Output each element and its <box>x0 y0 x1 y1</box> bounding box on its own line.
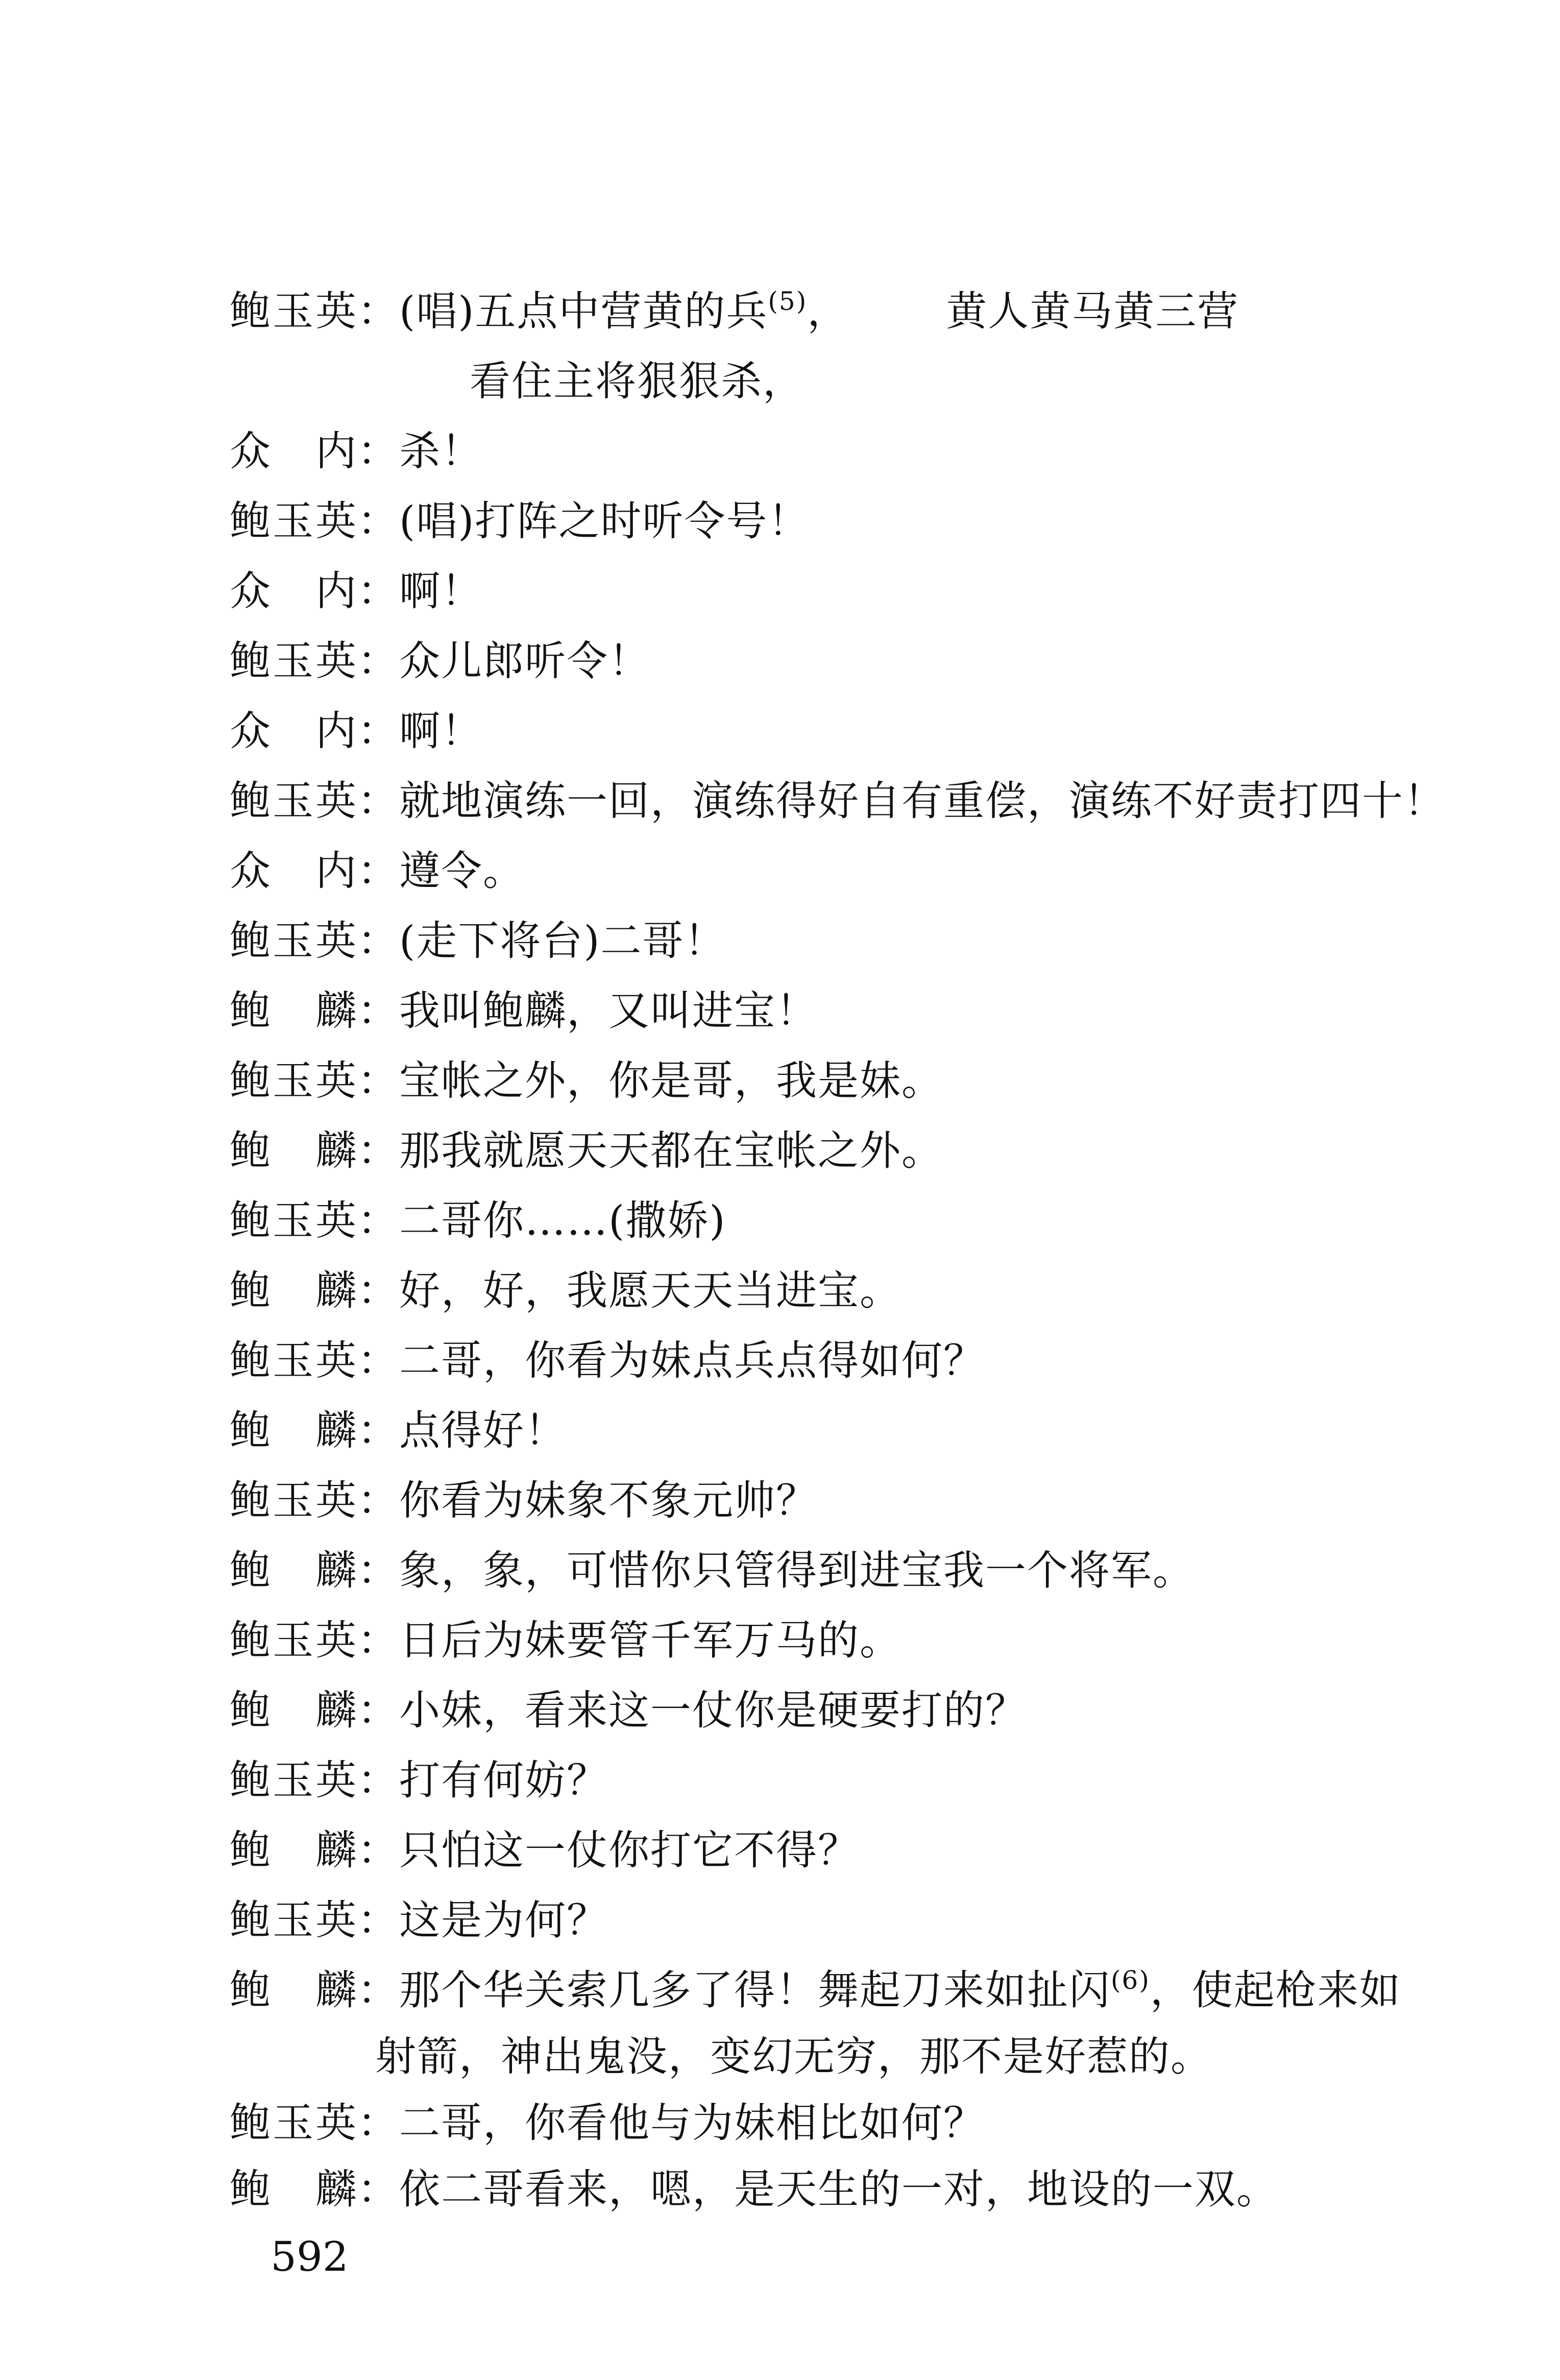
speaker-name: 鲍玉英 <box>230 1057 357 1104</box>
line-text: 日后为妹要管千军万马的。 <box>399 1617 901 1664</box>
line-text: 就地演练一回，演练得好自有重偿，演练不好责打四十！ <box>399 777 1446 825</box>
line-text: 杀！ <box>399 427 483 475</box>
line-text: 打有何妨？ <box>399 1757 608 1804</box>
speaker-name: 鲍玉英 <box>230 1896 357 1944</box>
script-line <box>230 1475 818 1526</box>
script-line <box>230 985 818 1037</box>
speaker-colon: ： <box>357 917 399 965</box>
script-line <box>230 2098 985 2149</box>
speaker-name: 鲍 麟 <box>230 2166 357 2213</box>
script-line <box>230 1545 1195 1596</box>
script-line <box>230 846 525 897</box>
speaker-colon: ： <box>357 1966 399 2014</box>
line-text: (唱)五点中营黄的兵 <box>399 287 768 335</box>
speaker-name: 鲍 麟 <box>230 1547 357 1594</box>
line-text: (唱)打阵之时听令号！ <box>399 497 810 545</box>
line-text: 那个华关索几多了得！舞起刀来如扯闪 <box>399 1966 1111 2014</box>
script-line <box>230 1965 1401 2016</box>
speaker-colon: ： <box>357 1477 399 1524</box>
line-text: 看住主将狠狠杀， <box>470 357 805 405</box>
script-line <box>230 1265 901 1316</box>
speaker-name: 众 内 <box>230 427 357 475</box>
footnote-marker: (6) <box>1111 1965 1150 1995</box>
speaker-colon: ： <box>357 637 399 685</box>
speaker-name: 鲍玉英 <box>230 1477 357 1524</box>
line-text: 点得好！ <box>399 1407 567 1454</box>
script-line <box>230 1755 608 1806</box>
line-text: 小妹，看来这一仗你是硬要打的？ <box>399 1687 1027 1734</box>
speaker-colon: ： <box>357 1757 399 1804</box>
speaker-name: 鲍玉英 <box>230 497 357 545</box>
script-line-continuation <box>375 2031 1212 2082</box>
script-line <box>230 566 483 617</box>
speaker-colon: ： <box>357 427 399 475</box>
line-text: 啊！ <box>399 567 483 615</box>
speaker-name: 鲍玉英 <box>230 287 357 335</box>
speaker-colon: ： <box>357 1896 399 1944</box>
script-line <box>230 636 650 687</box>
script-line-continuation <box>470 356 805 407</box>
line-text: ， <box>807 287 849 335</box>
speaker-colon: ： <box>357 987 399 1035</box>
speaker-colon: ： <box>357 777 399 825</box>
speaker-name: 鲍 麟 <box>230 1127 357 1174</box>
speaker-colon: ： <box>357 1547 399 1594</box>
script-line <box>230 2164 1278 2215</box>
speaker-colon: ： <box>357 1617 399 1664</box>
script-line <box>230 1055 943 1107</box>
speaker-name: 鲍 麟 <box>230 987 357 1035</box>
speaker-name: 鲍 麟 <box>230 1826 357 1874</box>
script-line <box>230 1895 608 1946</box>
line-text: 二哥，你看为妹点兵点得如何？ <box>399 1337 985 1384</box>
speaker-name: 鲍玉英 <box>230 777 357 825</box>
line-text: 遵令。 <box>399 847 525 895</box>
speaker-colon: ： <box>357 1687 399 1734</box>
speaker-name: 众 内 <box>230 707 357 755</box>
script-line <box>230 916 726 967</box>
speaker-name: 鲍 麟 <box>230 1407 357 1454</box>
script-line <box>230 496 810 547</box>
speaker-name: 鲍玉英 <box>230 1337 357 1384</box>
script-line <box>230 426 483 477</box>
line-text: 啊！ <box>399 707 483 755</box>
speaker-name: 鲍玉英 <box>230 917 357 965</box>
line-text: 众儿郎听令！ <box>399 637 650 685</box>
speaker-colon: ： <box>357 567 399 615</box>
script-line <box>230 1825 860 1876</box>
script-line <box>230 706 483 757</box>
speaker-name: 鲍玉英 <box>230 1197 357 1244</box>
speaker-colon: ： <box>357 497 399 545</box>
page-number: 592 <box>271 2233 349 2280</box>
script-line <box>230 1335 985 1386</box>
line-text: 象，象，可惜你只管得到进宝我一个将军。 <box>399 1547 1195 1594</box>
speaker-name: 鲍玉英 <box>230 2099 357 2147</box>
line-text: 二哥，你看他与为妹相比如何？ <box>399 2099 985 2147</box>
speaker-colon: ： <box>357 847 399 895</box>
line-text: ，使起枪来如 <box>1150 1966 1401 2014</box>
speaker-name: 鲍玉英 <box>230 1757 357 1804</box>
script-line <box>230 1125 943 1176</box>
script-line <box>230 1685 1027 1736</box>
speaker-name: 鲍玉英 <box>230 1617 357 1664</box>
speaker-colon: ： <box>357 1127 399 1174</box>
line-text: 二哥你……(撒娇) <box>399 1197 726 1244</box>
speaker-name: 鲍 麟 <box>230 1687 357 1734</box>
speaker-colon: ： <box>357 287 399 335</box>
speaker-name: 众 内 <box>230 847 357 895</box>
line-text: 那我就愿天天都在宝帐之外。 <box>399 1127 943 1174</box>
line-text: 射箭，神出鬼没，变幻无穷，那不是好惹的。 <box>375 2033 1212 2080</box>
footnote-marker: (5) <box>768 286 808 316</box>
line-text: 宝帐之外，你是哥，我是妹。 <box>399 1057 943 1104</box>
line-text: 这是为何？ <box>399 1896 608 1944</box>
line-text: 依二哥看来，嗯，是天生的一对，地设的一双。 <box>399 2166 1278 2213</box>
speaker-colon: ： <box>357 2166 399 2213</box>
script-line <box>230 286 1239 337</box>
speaker-colon: ： <box>357 2099 399 2147</box>
line-text: 我叫鲍麟，又叫进宝！ <box>399 987 818 1035</box>
line-text: 好，好，我愿天天当进宝。 <box>399 1267 901 1314</box>
script-line <box>230 1195 726 1246</box>
speaker-name: 鲍玉英 <box>230 637 357 685</box>
speaker-colon: ： <box>357 1826 399 1874</box>
script-line <box>230 1615 901 1666</box>
speaker-colon: ： <box>357 1057 399 1104</box>
line-text: (走下将台)二哥！ <box>399 917 726 965</box>
speaker-name: 众 内 <box>230 567 357 615</box>
line-text: 黄人黄马黄三营 <box>946 287 1239 335</box>
speaker-colon: ： <box>357 1337 399 1384</box>
speaker-name: 鲍 麟 <box>230 1966 357 2014</box>
script-line <box>230 1405 567 1456</box>
speaker-colon: ： <box>357 1197 399 1244</box>
line-text: 只怕这一仗你打它不得？ <box>399 1826 860 1874</box>
speaker-colon: ： <box>357 707 399 755</box>
speaker-colon: ： <box>357 1407 399 1454</box>
speaker-colon: ： <box>357 1267 399 1314</box>
speaker-name: 鲍 麟 <box>230 1267 357 1314</box>
script-line <box>230 776 1446 827</box>
line-text: 你看为妹象不象元帅？ <box>399 1477 818 1524</box>
